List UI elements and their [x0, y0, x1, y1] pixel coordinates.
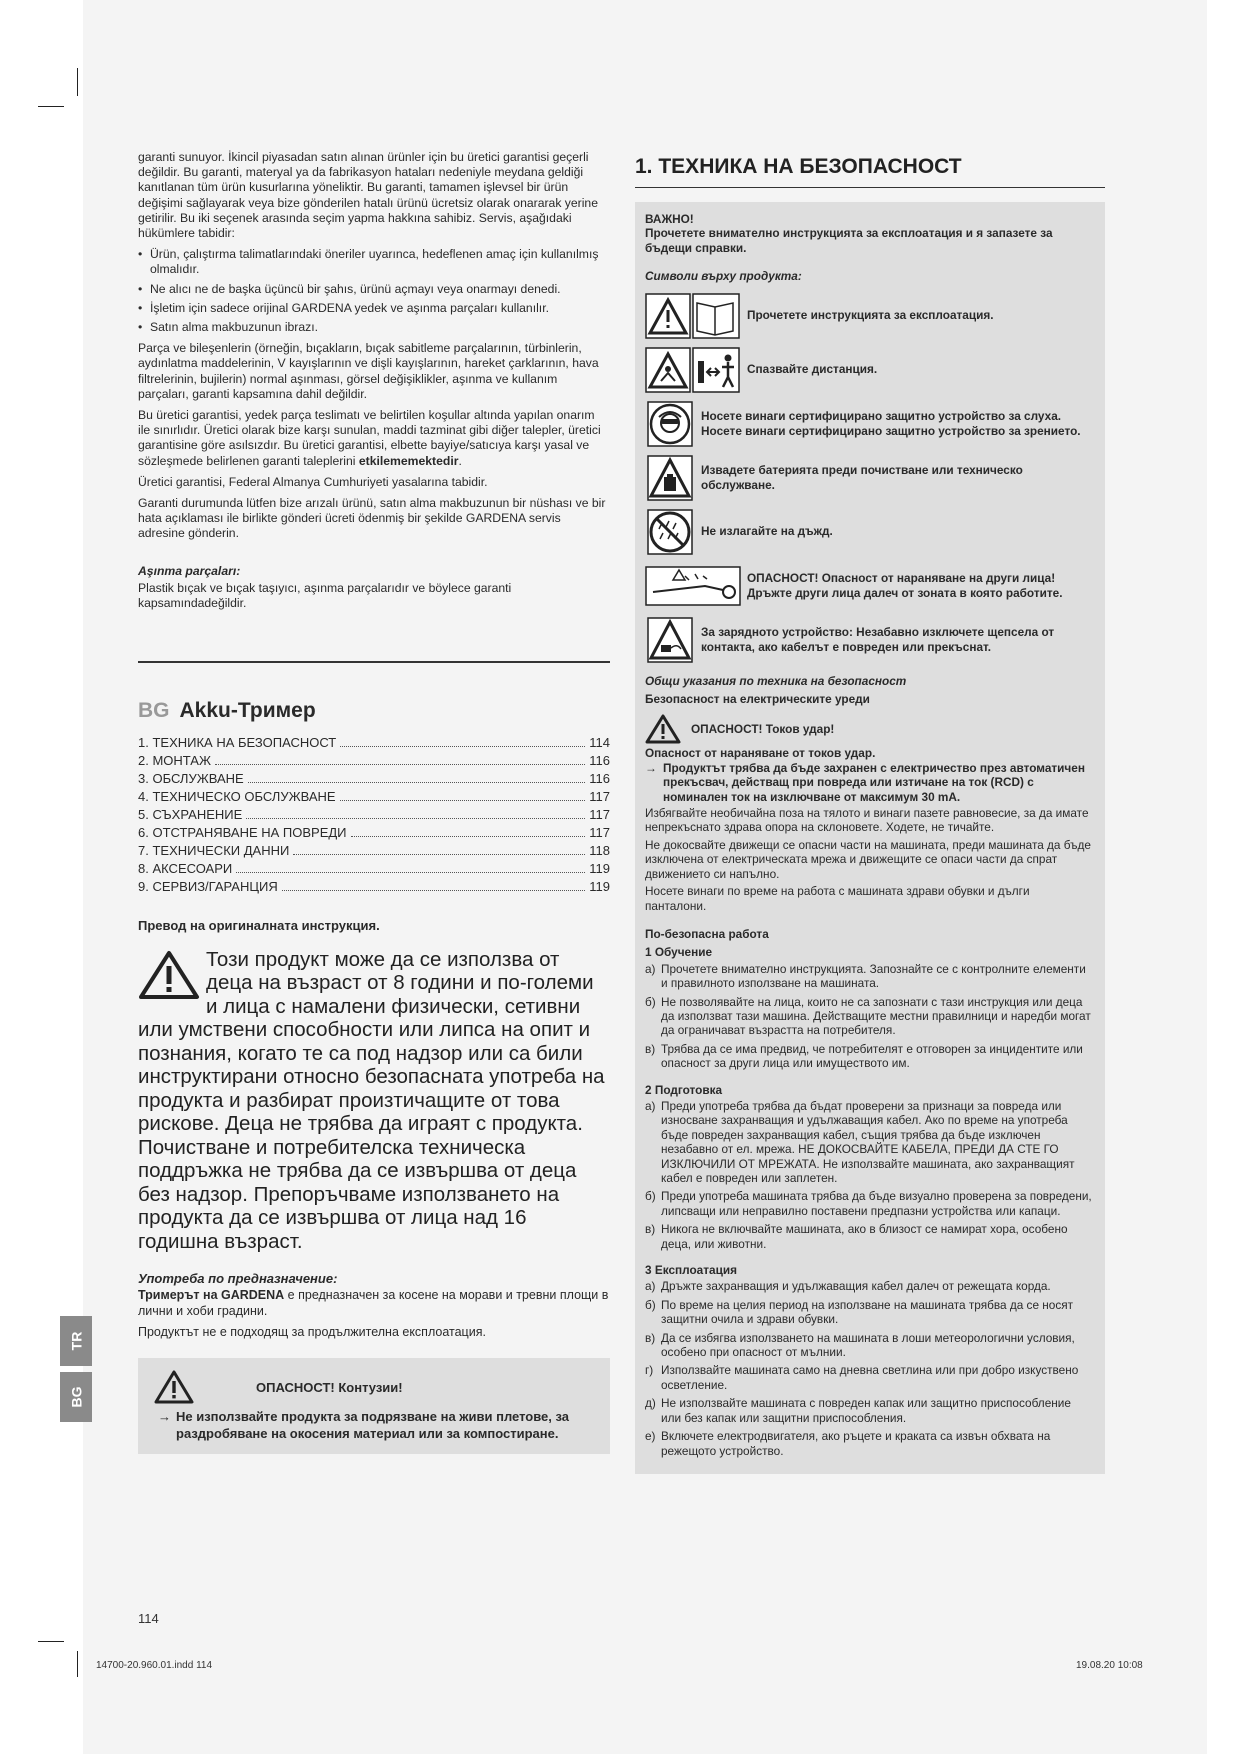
warranty-paragraph: garanti sunuyor. İkincil piyasadan satın alınan ürünler için bu üretici garantisi geçerli değildir. Bu garanti, materyal ya da fabrikasyon hataları nedeniyle meydana geldiği kanıtlanan tüm ürün kusurlarına yöneliktir. Bu garanti, tamamen işlevsel bir ürün değişimi sağlayarak veya bize gönderilen hatalı ürünü ücretsiz olarak onararak yerine getirilir. Bu iki seçenek arasında seçim yapma hakkına sahibiz. Servis, aşağıdaki hükümlere tabidir:: [138, 150, 598, 241]
list-item: в) Никога не включвайте машината, ако в близост се намират хора, особено деца, или животни.: [645, 1222, 1068, 1251]
list-item: а) Преди употреба трябва да бъдат проверени за признаци за повреда или износване захранващия и удължаващия кабел. Ако по време на употреба бъде повреден захранващия кабел, същия трябва да бъде изключен незабавно от ел. мрежа. НЕ ДОКОСВАЙТЕ КАБЕЛА, ПРЕДИ ДА СТЕ ГО ИЗКЛЮЧИЛИ ОТ МРЕЖАТА. Не използвайте машината, ако захранващият кабел е повреден или заплетен.: [645, 1098, 1075, 1185]
arrow-right-icon: →: [158, 1409, 171, 1424]
list-item: г) Използвайте машината само на дневна светлина или при добро изкуствено осветление.: [645, 1363, 1079, 1392]
toc-item[interactable]: [138, 842, 610, 860]
symbol-row: [645, 508, 1093, 556]
toc-item[interactable]: [138, 752, 610, 770]
symbol-row: [645, 562, 1093, 610]
list-item: д) Не използвайте машината с повреден капак или защитно приспособление или без капак или защитни приспособления.: [645, 1396, 1071, 1425]
general-safety-title: Общи указания по техника на безопасност: [645, 673, 907, 688]
list-item: • Ürün, çalıştırma talimatlarındaki öneriler uyarınca, hedeflenen amaç için kullanılmış olmalıdır.: [138, 247, 610, 277]
language-tab-tr[interactable]: TR: [60, 1316, 92, 1366]
list-item: в) Трябва да се има предвид, че потребителят е отговорен за инцидентите или опасност за други лица или имуществото им.: [645, 1041, 1083, 1071]
warranty-paragraph: Garanti durumunda lütfen bize arızalı ürünü, satın alma makbuzunun bir nüshası ve bir hata açıklaması ile birlikte gönderi ücreti ödenmiş bir şekilde GARDENA servis adresine gönderin.: [138, 496, 606, 541]
section-title: 1. ТЕХНИКА НА БЕЗОПАСНОСТ: [635, 155, 1105, 188]
arrow-right-icon: →: [645, 760, 657, 775]
preparation-title: 2 Подготовка: [645, 1082, 723, 1097]
charger-icon: [645, 617, 695, 663]
toc-label: 4. ТЕХНИЧЕСКО ОБСЛУЖВАНЕ: [138, 789, 336, 805]
toc-page: 117: [589, 789, 610, 805]
intended-use-note: Продуктът не е подходящ за продължителна експлоатация.: [138, 1324, 486, 1339]
list-item: а) Прочетете внимателно инструкцията. Запознайте се с контролните елементи и правилното използване на машината.: [645, 961, 1086, 991]
toc-page: 116: [589, 753, 610, 769]
list-item: • Ne alıcı ne de başka üçüncü bir şahıs, ürünü açmayı veya onarmayı denedi.: [138, 282, 610, 297]
left-column: [138, 150, 610, 1454]
warranty-paragraph: Üretici garantisi, Federal Almanya Cumhuriyeti yasalarına tabidir.: [138, 474, 488, 489]
training-title: 1 Обучение: [645, 945, 713, 960]
toc-page: 117: [589, 807, 610, 823]
toc-label: 1. ТЕХНИКА НА БЕЗОПАСНОСТ: [138, 735, 337, 751]
crop-mark: [77, 68, 78, 96]
crop-mark: [38, 106, 64, 107]
page-title: [138, 699, 610, 723]
language-code: BG: [138, 699, 170, 723]
list-item: • Satın alma makbuzunun ibrazı.: [138, 320, 610, 335]
no-rain-icon: [645, 509, 695, 555]
wear-parts-title: Aşınma parçaları:: [138, 563, 241, 578]
symbol-text: За зарядното устройство: Незабавно изключете щепсела от контакта, ако кабелът е повреден или прекъснат.: [701, 625, 1055, 654]
list-item: е) Включете електродвигателя, ако ръцете и краката са извън обхвата на режещото устройство.: [645, 1429, 1051, 1458]
danger-instruction: [154, 1408, 596, 1442]
operation-title: 3 Експлоатация: [645, 1263, 737, 1278]
crop-mark: [77, 1651, 78, 1677]
danger-title: ОПАСНОСТ! Контузии!: [256, 1379, 403, 1395]
wear-parts-text: Plastik bıçak ve bıçak taşıyıcı, aşınma parçalarıdır ve böylece garanti kapsamındadeğildir.: [138, 580, 512, 611]
danger-header: [154, 1370, 596, 1404]
warranty-conditions-list: [138, 247, 610, 335]
symbol-row: [645, 616, 1093, 664]
keep-distance-icon: [645, 347, 741, 393]
list-item: а) Дръжте захранващия и удължаващия кабел далеч от режещата корда.: [645, 1279, 1051, 1294]
warning-triangle-icon: [645, 714, 681, 744]
important-text: Прочетете внимателно инструкцията за експлоатация и я запазете за бъдещи справки.: [645, 226, 1053, 255]
read-manual-icon: [645, 293, 741, 339]
toc-label: 8. АКСЕСОАРИ: [138, 861, 233, 877]
shock-instruction-text: Продуктът трябва да бъде захранен с електричество през автоматичен прекъсвач, действащ при повреда или изтичане на ток (RCD) с номинален ток на изключване от максимум 30 mA.: [663, 760, 1085, 804]
electric-safety-title: Безопасност на електрическите уреди: [645, 692, 870, 707]
symbol-row: [645, 346, 1093, 394]
preparation-list: [645, 1099, 1093, 1251]
right-column: [635, 150, 1105, 1474]
toc-item[interactable]: [138, 788, 610, 806]
toc-item[interactable]: [138, 860, 610, 878]
list-item: в) Да се избягва използването на машината в лоши метеорологични условия, особено при опасност от мълнии.: [645, 1330, 1075, 1360]
toc-label: 3. ОБСЛУЖВАНЕ: [138, 771, 244, 787]
list-item: • İşletim için sadece orijinal GARDENA yedek ve aşınma parçaları kullanılır.: [138, 301, 610, 316]
footer-file-info: 14700-20.960.01.indd 114: [96, 1660, 213, 1671]
intended-use-body: е предназначен за косене на морави и тревни площи в лични и хоби градини.: [138, 1288, 609, 1318]
translation-note: Превод на оригиналната инструкция.: [138, 918, 380, 934]
section-divider: [138, 661, 610, 663]
symbol-text: Носете винаги сертифицирано защитно устройство за слуха. Носете винаги сертифицирано защитно устройство за зрението.: [701, 409, 1081, 438]
warranty-paragraph: Bu üretici garantisi, yedek parça teslimatı ve belirtilen koşullar altında yapılan onarım ile sınırlıdır. Üretici olarak bize karşı sunulan, maddi tazminat gibi diğer talepler, üretici garantisine göre asılsızdır. Bu üretici garantisi, elbette bayiye/satıcıya karşı yasal ve sözleşmede belirlenen garanti taleplerini etkilememektedir.: [138, 408, 601, 468]
safety-paragraph: Не докосвайте движещи се опасни части на машината, преди машината да бъде изключена от електрическата мрежа и движещите се опаси части да спрат движението си напълно.: [645, 837, 1091, 881]
flying-debris-icon: [645, 563, 741, 609]
symbol-text: Спазвайте дистанция.: [747, 362, 878, 377]
ear-eye-protection-icon: [645, 401, 695, 447]
safety-panel: [635, 202, 1105, 1474]
toc-item[interactable]: [138, 770, 610, 788]
toc-label: 9. СЕРВИЗ/ГАРАНЦИЯ: [138, 879, 278, 895]
table-of-contents: [138, 734, 610, 896]
safety-paragraph: Носете винаги по време на работа с машината здрави обувки и дълги панталони.: [645, 884, 1030, 913]
toc-label: 2. МОНТАЖ: [138, 753, 211, 769]
intended-use-title: Употреба по предназначение:: [138, 1271, 338, 1287]
shock-warning-header: [645, 714, 1093, 744]
symbol-text: Не излагайте на дъжд.: [701, 524, 833, 539]
toc-page: 119: [589, 879, 610, 895]
toc-item[interactable]: [138, 734, 610, 752]
toc-page: 119: [589, 861, 610, 877]
page-number: 114: [138, 1611, 159, 1626]
list-item: б) Не позволявайте на лица, които не са запознати с тази инструкция или деца да използват тази машина. Действащите местни правилници и наредби могат да ограничават възрастта на потребителя.: [645, 994, 1091, 1038]
footer-timestamp: 19.08.20 10:08: [1076, 1660, 1143, 1671]
toc-page: 117: [589, 825, 610, 841]
toc-item[interactable]: [138, 806, 610, 824]
symbol-row: [645, 454, 1093, 502]
danger-text: Не използвайте продукта за подрязване на живи плетове, за раздробяване на окосения материал или за компостиране.: [176, 1409, 570, 1441]
symbol-text: ОПАСНОСТ! Опасност от нараняване на други лица! Дръжте други лица далеч от зоната в която работите.: [747, 571, 1063, 600]
warranty-bold-text: etkilememektedir: [358, 453, 459, 468]
symbol-row: [645, 400, 1093, 448]
shock-title: ОПАСНОСТ! Токов удар!: [691, 722, 835, 737]
child-warning-text: Този продукт може да се използва от деца на възраст от 8 години и по-големи и лица с намалени физически, сетивни или умствени способности или липса на опит и познания, когато те са под надзор или са били инструктирани относно безопасната употреба на продукта и разбират произтичащите от това рискове. Деца не трябва да играят с продукта. Почистване и потребителска техническа поддръжка не трябва да се извършва от деца без надзор. Препоръчваме използването на продукта да се извършва от лица над 16 годишна възраст.: [138, 947, 605, 1253]
toc-item[interactable]: [138, 824, 610, 842]
toc-page: 118: [589, 843, 610, 859]
toc-item[interactable]: [138, 878, 610, 896]
product-title: Akku-Тример: [179, 699, 316, 723]
important-label: ВАЖНО!: [645, 212, 694, 226]
intended-use-text: [138, 1288, 610, 1318]
list-item: б) По време на целия период на използване на машината трябва да се носят защитни очила и здрави обувки.: [645, 1297, 1074, 1327]
symbol-row: [645, 292, 1093, 340]
list-item: б) Преди употреба машината трябва да бъде визуално проверена за повредени, липсващи или неправилно поставени предпазни устройства или капаци.: [645, 1189, 1092, 1218]
shock-subtitle: Опасност от нараняване от токов удар.: [645, 746, 876, 761]
shock-instruction: [645, 761, 1093, 804]
toc-label: 7. ТЕХНИЧЕСКИ ДАННИ: [138, 843, 290, 859]
symbols-title: Символи върху продукта:: [645, 269, 802, 284]
toc-page: 116: [589, 771, 610, 787]
remove-battery-icon: [645, 455, 695, 501]
language-tab-bg[interactable]: BG: [60, 1372, 92, 1422]
toc-label: 6. ОТСТРАНЯВАНЕ НА ПОВРЕДИ: [138, 825, 347, 841]
contusion-danger-box: [138, 1358, 610, 1454]
intended-use-bold: Тримерът на GARDENA: [138, 1288, 285, 1303]
training-list: [645, 962, 1093, 1071]
operation-list: [645, 1279, 1093, 1457]
symbol-text: Прочетете инструкцията за експлоатация.: [747, 308, 994, 323]
warning-triangle-icon: [154, 1370, 194, 1404]
crop-mark: [38, 1641, 64, 1642]
symbol-text: Извадете батерията преди почистване или техническо обслужване.: [701, 463, 1023, 492]
warranty-text: Bu üretici garantisi, yedek parça teslimatı ve belirtilen koşullar altında yapılan onarım ile sınırlıdır. Üretici olarak bize karşı sunulan, maddi tazminat gibi diğer talepler, üretici garantisine göre asılsızdır. Bu üretici garantisi, elbette bayiye/satıcıya karşı yasal ve sözleşmede belirlenen garanti taleplerini: [138, 408, 601, 468]
child-warning: [138, 948, 610, 1254]
toc-label: 5. СЪХРАНЕНИЕ: [138, 807, 243, 823]
warning-triangle-icon: [138, 950, 200, 1000]
safer-work-title: По-безопасна работа: [645, 926, 769, 941]
toc-page: 114: [589, 735, 610, 751]
safety-paragraph: Избягвайте необичайна поза на тялото и винаги пазете равновесие, за да имате непрекъснато здрава опора на склоновете. Ходете, не тичайте.: [645, 806, 1089, 835]
warranty-paragraph: Parça ve bileşenlerin (örneğin, bıçakların, bıçak sabitleme parçalarının, türbinlerin, aydınlatma maddelerinin, V kayışlarının ve dişli kayışlarının, hareket çarklarının, hava filtrelerinin, bujilerin) normal aşınması, görsel değişiklikler, aşınma ve kullanım parçaları, garanti kapsamına dahil değildir.: [138, 341, 599, 401]
